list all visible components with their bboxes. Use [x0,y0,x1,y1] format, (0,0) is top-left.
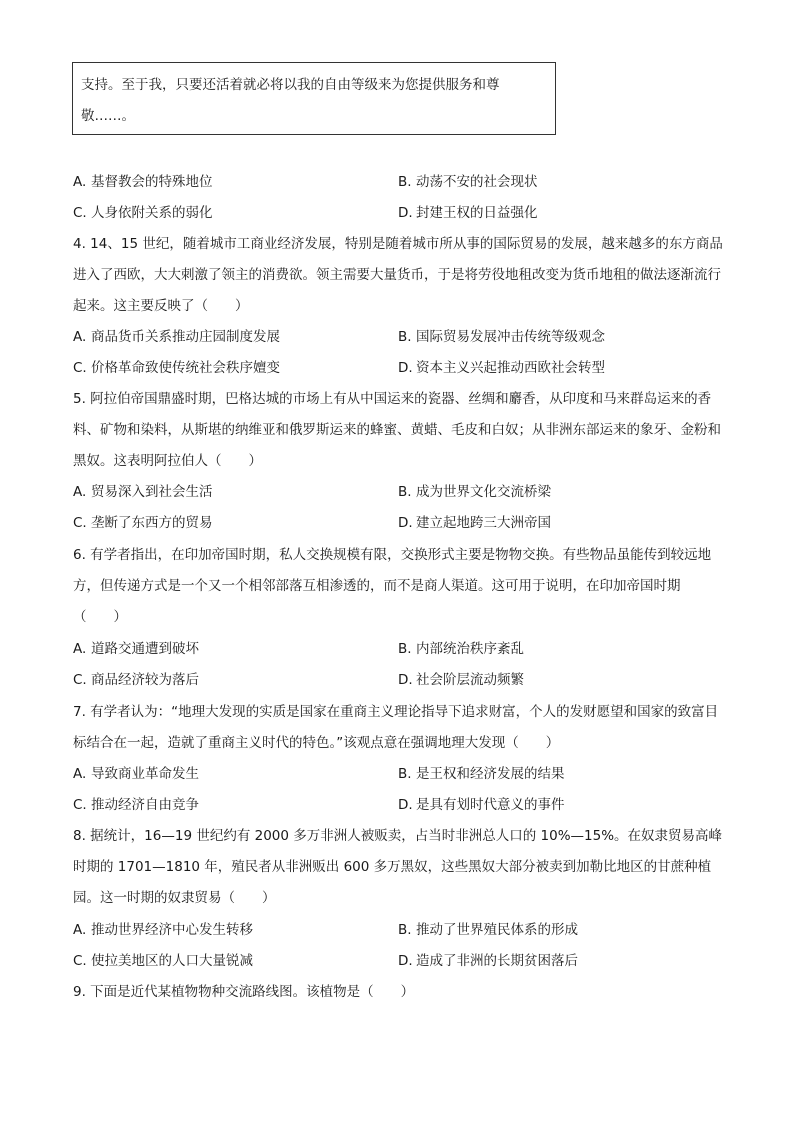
q3-option-a[interactable]: A. 基督教会的特殊地位 [73,174,213,190]
q7-option-b[interactable]: B. 是王权和经济发展的结果 [398,766,565,782]
q8-stem: 8. 据统计，16—19 世纪约有 2000 多万非洲人被贩卖，占当时非洲总人口的 10%—15%。在奴隶贸易高峰时期的 1701—1810 年，殖民者从非洲贩出 600 多万黑奴，这些黑奴大部分被卖到加勒比地区的甘蔗种植园。这一时期的奴隶贸易（ ） [73,828,723,906]
q6-option-c[interactable]: C. 商品经济较为落后 [73,672,199,688]
q7-stem: 7. 有学者认为：“地理大发现的实质是国家在重商主义理论指导下追求财富，个人的发财愿望和国家的致富目标结合在一起，造就了重商主义时代的特色。”该观点意在强调地理大发现（ ） [73,704,719,751]
q7-option-c[interactable]: C. 推动经济自由竞争 [73,797,199,813]
q5-option-a[interactable]: A. 贸易深入到社会生活 [73,484,213,500]
q6-stem: 6. 有学者指出，在印加帝国时期，私人交换规模有限，交换形式主要是物物交换。有些物品虽能传到较远地方，但传递方式是一个又一个相邻部落互相渗透的，而不是商人渠道。这可用于说明，在印加帝国时期（ ） [73,547,712,625]
q6-option-d[interactable]: D. 社会阶层流动频繁 [398,672,524,688]
q4-options [73,322,723,384]
q4-option-a[interactable]: A. 商品货币关系推动庄园制度发展 [73,329,280,345]
q4-stem: 4. 14、15 世纪，随着城市工商业经济发展，特别是随着城市所从事的国际贸易的发展，越来越多的东方商品进入了西欧，大大刺激了领主的消费欲。领主需要大量货币，于是将劳役地租改变为货币地租的做法逐渐流行起来。这主要反映了（ ） [73,236,723,314]
q4-option-d[interactable]: D. 资本主义兴起推动西欧社会转型 [398,360,605,376]
q3-option-c[interactable]: C. 人身依附关系的弱化 [73,205,213,221]
q6-option-a[interactable]: A. 道路交通遭到破坏 [73,641,199,657]
q4-option-c[interactable]: C. 价格革命致使传统社会秩序嬗变 [73,360,280,376]
quote-text: 支持。至于我，只要还活着就必将以我的自由等级来为您提供服务和尊敬……。 [81,77,500,124]
q5-stem: 5. 阿拉伯帝国鼎盛时期，巴格达城的市场上有从中国运来的瓷器、丝绸和麝香，从印度和马来群岛运来的香料、矿物和染料，从斯堪的纳维亚和俄罗斯运来的蜂蜜、黄蜡、毛皮和白奴；从非洲东部运来的象牙、金粉和黑奴。这表明阿拉伯人（ ） [73,391,721,469]
q7-option-d[interactable]: D. 是具有划时代意义的事件 [398,797,565,813]
q5-options [73,477,723,539]
quote-box [72,62,556,135]
q8-option-a[interactable]: A. 推动世界经济中心发生转移 [73,922,253,938]
q3-option-b[interactable]: B. 动荡不安的社会现状 [398,174,538,190]
q6-option-b[interactable]: B. 内部统治秩序紊乱 [398,641,524,657]
q7-options [73,759,723,821]
q7-option-a[interactable]: A. 导致商业革命发生 [73,766,199,782]
q8-options [73,915,723,977]
q5-option-b[interactable]: B. 成为世界文化交流桥梁 [398,484,551,500]
q3-option-d[interactable]: D. 封建王权的日益强化 [398,205,538,221]
q4-option-b[interactable]: B. 国际贸易发展冲击传统等级观念 [398,329,605,345]
q8-option-d[interactable]: D. 造成了非洲的长期贫困落后 [398,953,578,969]
q9-stem: 9. 下面是近代某植物物种交流路线图。该植物是（ ） [73,984,415,1000]
q3-options [73,167,723,229]
q5-option-c[interactable]: C. 垄断了东西方的贸易 [73,515,213,531]
q6-options [73,634,723,696]
q8-option-c[interactable]: C. 使拉美地区的人口大量锐减 [73,953,253,969]
q8-option-b[interactable]: B. 推动了世界殖民体系的形成 [398,922,578,938]
q5-option-d[interactable]: D. 建立起地跨三大洲帝国 [398,515,551,531]
